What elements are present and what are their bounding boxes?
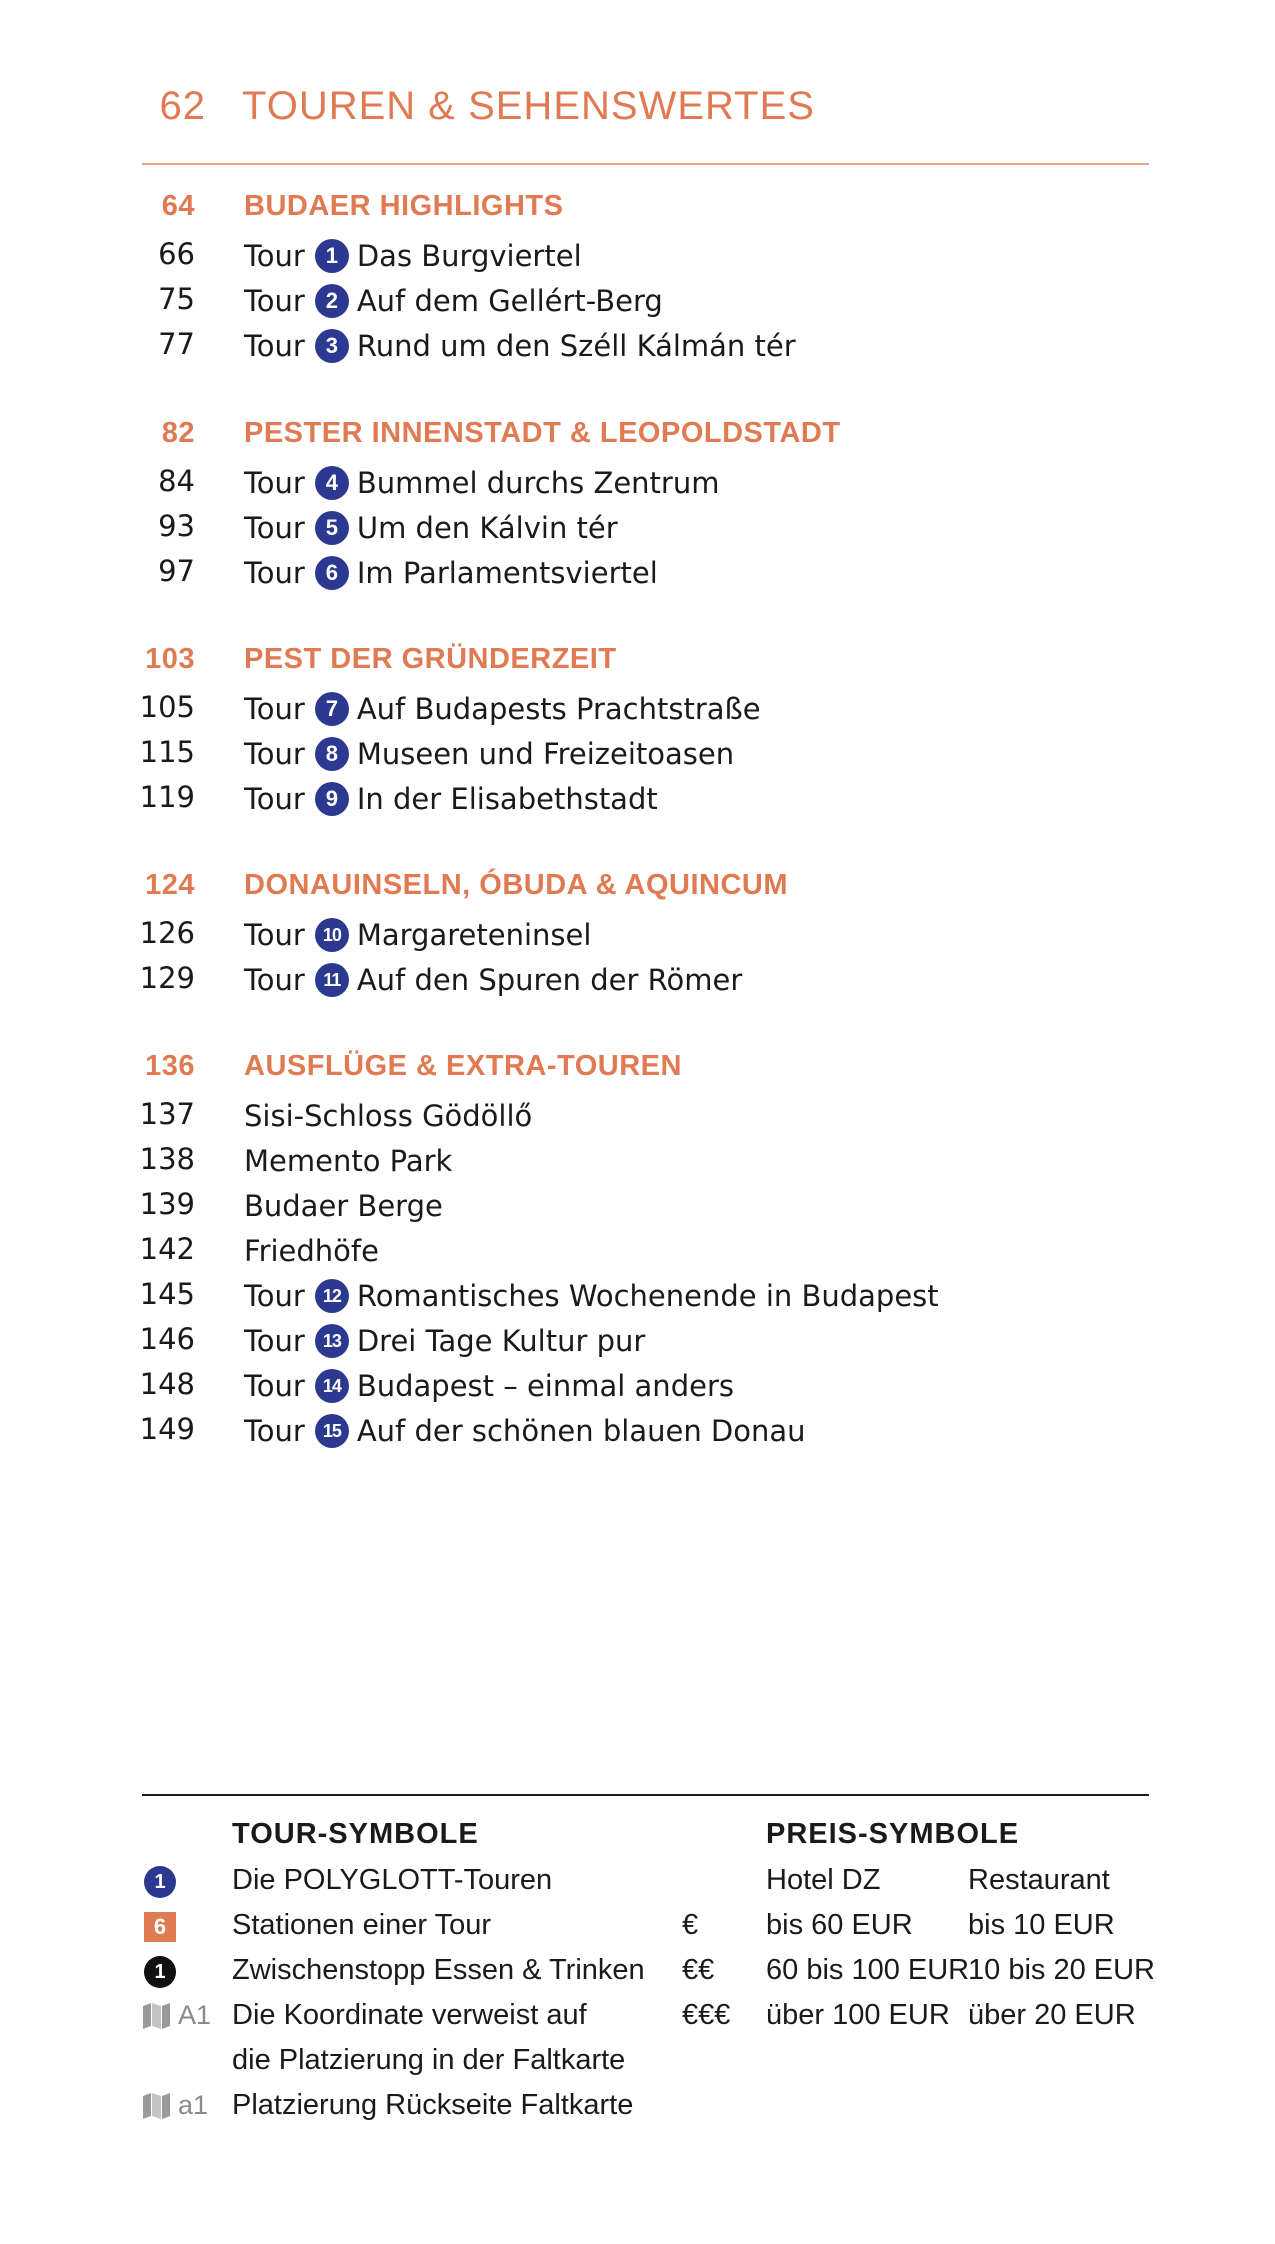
section-title: PESTER INNENSTADT & LEOPOLDSTADT — [244, 417, 841, 449]
entry-page-number: 139 — [139, 1187, 195, 1221]
entry-title: Memento Park — [244, 1144, 453, 1178]
tour-number-badge: 7 — [315, 692, 349, 726]
map-back-coordinate-code: a1 — [178, 2090, 209, 2120]
toc-section — [0, 190, 1275, 370]
section-page-number: 64 — [161, 190, 195, 222]
price-symbol: €€€ — [682, 1999, 731, 2031]
section-page-number: 136 — [145, 1050, 195, 1082]
tour-number-badge: 14 — [315, 1369, 349, 1403]
entry-body — [244, 690, 761, 726]
entry-body — [244, 735, 734, 771]
folded-map-back-icon — [142, 2092, 172, 2120]
toc-entry[interactable] — [0, 552, 1275, 597]
tour-station-icon: 6 — [144, 1912, 176, 1942]
toc-entry[interactable] — [0, 1230, 1275, 1275]
toc-entry[interactable] — [0, 1365, 1275, 1410]
price-col-hotel: Hotel DZ — [766, 1864, 881, 1896]
entry-page-number: 138 — [139, 1142, 195, 1176]
section-page-number: 82 — [161, 417, 195, 449]
tour-number-badge: 5 — [315, 511, 349, 545]
chapter-page-number: 62 — [159, 84, 206, 128]
tour-number-icon: 1 — [144, 1866, 176, 1898]
entry-body — [244, 780, 658, 816]
entry-page-number: 145 — [139, 1277, 195, 1311]
tour-label: Tour — [244, 556, 305, 590]
entry-page-number: 148 — [139, 1367, 195, 1401]
tour-label: Tour — [244, 1414, 305, 1448]
tour-label: Tour — [244, 692, 305, 726]
entry-title: Museen und Freizeitoasen — [356, 737, 735, 771]
entry-title: Friedhöfe — [244, 1234, 379, 1268]
tour-label: Tour — [244, 284, 305, 318]
price-restaurant: über 20 EUR — [968, 1999, 1136, 2031]
entry-page-number: 115 — [139, 735, 195, 769]
price-restaurant: bis 10 EUR — [968, 1909, 1115, 1941]
legend-text-coordinate: Die Koordinate verweist auf — [232, 1999, 587, 2031]
entry-page-number: 129 — [139, 961, 195, 995]
toc-entry[interactable] — [0, 959, 1275, 1004]
price-symbol: € — [682, 1909, 699, 1941]
section-heading — [0, 643, 1275, 688]
toc-section — [0, 417, 1275, 597]
entry-title: Auf den Spuren der Römer — [356, 963, 743, 997]
entry-body — [244, 282, 663, 318]
entry-title: Bummel durchs Zentrum — [356, 466, 720, 500]
entry-title: In der Elisabethstadt — [356, 782, 658, 816]
folded-map-icon — [142, 2002, 172, 2030]
entry-body — [244, 1412, 806, 1448]
entry-page-number: 93 — [158, 509, 195, 543]
tour-label: Tour — [244, 511, 305, 545]
map-coordinate-code: A1 — [178, 2000, 212, 2030]
tour-label: Tour — [244, 918, 305, 952]
entry-title: Romantisches Wochenende in Budapest — [356, 1279, 939, 1313]
toc-entry[interactable] — [0, 1275, 1275, 1320]
legend-text-stations: Stationen einer Tour — [232, 1909, 492, 1941]
entry-body — [244, 1187, 443, 1223]
entry-page-number: 142 — [139, 1232, 195, 1266]
toc-entry[interactable] — [0, 688, 1275, 733]
legend-text-map-back: Platzierung Rückseite Faltkarte — [232, 2089, 634, 2121]
tour-label: Tour — [244, 466, 305, 500]
section-heading — [0, 1050, 1275, 1095]
entry-page-number: 84 — [158, 464, 195, 498]
entry-title: Budapest – einmal anders — [356, 1369, 734, 1403]
entry-body — [244, 237, 582, 273]
tour-label: Tour — [244, 1324, 305, 1358]
entry-body — [244, 1232, 379, 1268]
entry-page-number: 66 — [158, 237, 195, 271]
price-hotel: 60 bis 100 EUR — [766, 1954, 970, 1986]
section-title: BUDAER HIGHLIGHTS — [244, 190, 564, 222]
toc-entry[interactable] — [0, 1320, 1275, 1365]
toc-entry[interactable] — [0, 1095, 1275, 1140]
entry-title: Auf dem Gellért-Berg — [356, 284, 663, 318]
entry-page-number: 105 — [139, 690, 195, 724]
toc-entry[interactable] — [0, 280, 1275, 325]
entry-page-number: 137 — [139, 1097, 195, 1131]
tour-number-badge: 13 — [315, 1324, 349, 1358]
toc-entry[interactable] — [0, 733, 1275, 778]
tour-label: Tour — [244, 782, 305, 816]
toc-entry[interactable] — [0, 507, 1275, 552]
price-col-restaurant: Restaurant — [968, 1864, 1110, 1896]
section-title: DONAUINSELN, ÓBUDA & AQUINCUM — [244, 869, 789, 901]
entry-title: Das Burgviertel — [356, 239, 582, 273]
section-title: AUSFLÜGE & EXTRA-TOUREN — [244, 1050, 682, 1082]
tour-symbols-heading: TOUR-SYMBOLE — [232, 1818, 479, 1850]
toc-entry[interactable] — [0, 778, 1275, 823]
entry-body — [244, 961, 742, 997]
tour-number-badge: 2 — [315, 284, 349, 318]
entry-body — [244, 464, 719, 500]
price-symbols-heading: PREIS-SYMBOLE — [766, 1818, 1020, 1850]
entry-title: Budaer Berge — [244, 1189, 443, 1223]
entry-title: Sisi-Schloss Gödöllő — [244, 1099, 533, 1133]
toc-entry[interactable] — [0, 1410, 1275, 1455]
toc-entry[interactable] — [0, 1140, 1275, 1185]
legend-text-tours: Die POLYGLOTT-Touren — [232, 1864, 553, 1896]
price-hotel: über 100 EUR — [766, 1999, 950, 2031]
tour-number-badge: 12 — [315, 1279, 349, 1313]
entry-body — [244, 1367, 734, 1403]
section-page-number: 124 — [145, 869, 195, 901]
price-symbol: €€ — [682, 1954, 715, 1986]
entry-title: Auf der schönen blauen Donau — [356, 1414, 806, 1448]
entry-page-number: 146 — [139, 1322, 195, 1356]
entry-title: Auf Budapests Prachtstraße — [356, 692, 761, 726]
entry-page-number: 149 — [139, 1412, 195, 1446]
toc-entry[interactable] — [0, 462, 1275, 507]
tour-number-badge: 11 — [315, 963, 349, 997]
entry-body — [244, 327, 796, 363]
section-page-number: 103 — [145, 643, 195, 675]
legend-text-food-stop: Zwischenstopp Essen & Trinken — [232, 1954, 645, 1986]
toc-entry[interactable] — [0, 914, 1275, 959]
legend-divider — [142, 1794, 1149, 1796]
entry-title: Rund um den Széll Kálmán tér — [356, 329, 796, 363]
toc-section — [0, 869, 1275, 1004]
toc-entry[interactable] — [0, 1185, 1275, 1230]
tour-number-badge: 9 — [315, 782, 349, 816]
entry-page-number: 75 — [158, 282, 195, 316]
entry-page-number: 97 — [158, 554, 195, 588]
entry-page-number: 119 — [139, 780, 195, 814]
tour-label: Tour — [244, 963, 305, 997]
tour-number-badge: 6 — [315, 556, 349, 590]
tour-label: Tour — [244, 239, 305, 273]
price-restaurant: 10 bis 20 EUR — [968, 1954, 1155, 1986]
entry-body — [244, 1322, 645, 1358]
toc-section — [0, 1050, 1275, 1455]
toc-entry[interactable] — [0, 235, 1275, 280]
toc-entry[interactable] — [0, 325, 1275, 370]
tour-number-badge: 1 — [315, 239, 349, 273]
price-hotel: bis 60 EUR — [766, 1909, 913, 1941]
entry-body — [244, 916, 591, 952]
tour-number-badge: 3 — [315, 329, 349, 363]
tour-label: Tour — [244, 1279, 305, 1313]
chapter-title: TOUREN & SEHENSWERTES — [242, 84, 815, 128]
entry-title: Margareteninsel — [356, 918, 592, 952]
tour-number-badge: 4 — [315, 466, 349, 500]
section-heading — [0, 190, 1275, 235]
entry-body — [244, 1097, 532, 1133]
entry-title: Drei Tage Kultur pur — [356, 1324, 646, 1358]
entry-body — [244, 1277, 939, 1313]
tour-number-badge: 15 — [315, 1414, 349, 1448]
entry-title: Im Parlamentsviertel — [356, 556, 658, 590]
entry-body — [244, 554, 658, 590]
entry-body — [244, 1142, 452, 1178]
entry-body — [244, 509, 618, 545]
legend-text-coordinate-line2: die Platzierung in der Faltkarte — [232, 2044, 626, 2076]
entry-page-number: 126 — [139, 916, 195, 950]
tour-number-badge: 10 — [315, 918, 349, 952]
section-title: PEST DER GRÜNDERZEIT — [244, 643, 617, 675]
entry-title: Um den Kálvin tér — [356, 511, 618, 545]
tour-label: Tour — [244, 737, 305, 771]
chapter-divider — [142, 163, 1149, 165]
section-heading — [0, 417, 1275, 462]
tour-label: Tour — [244, 329, 305, 363]
tour-number-badge: 8 — [315, 737, 349, 771]
entry-page-number: 77 — [158, 327, 195, 361]
tour-label: Tour — [244, 1369, 305, 1403]
section-heading — [0, 869, 1275, 914]
toc-section — [0, 643, 1275, 823]
food-stop-icon: 1 — [144, 1956, 176, 1988]
